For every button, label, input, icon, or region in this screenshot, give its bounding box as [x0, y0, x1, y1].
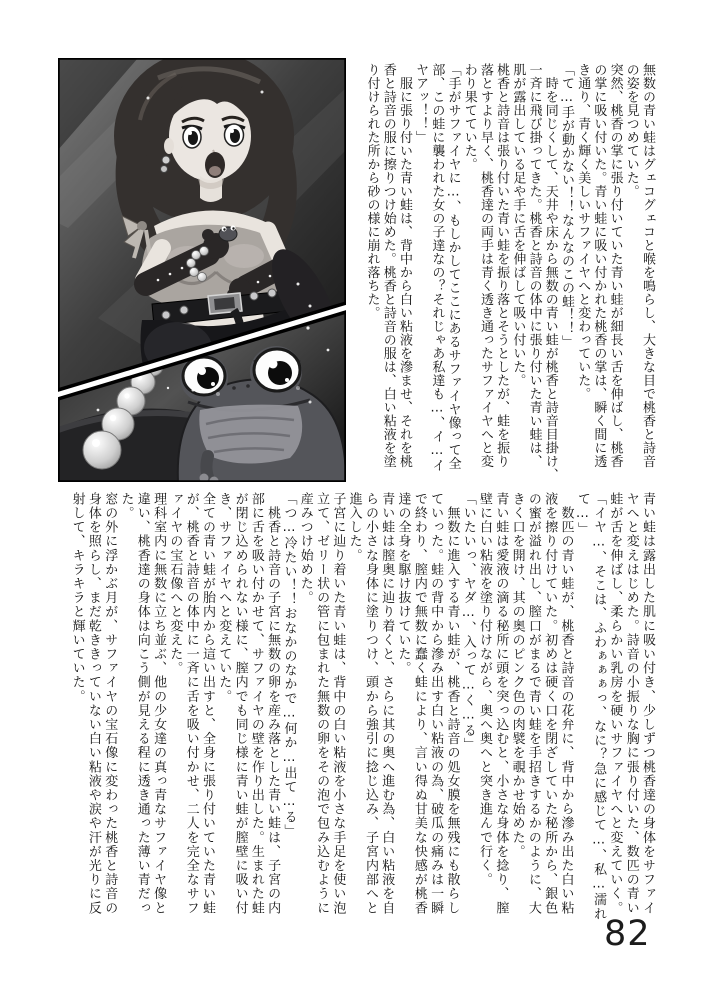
text-column: で終わり、膣内で無数に蠢く蛙により、言い得ぬ甘美な快感が桃香: [411, 492, 427, 915]
text-column: 無数の青い蛙はグェコグェコと喉を鳴らし、大きな目で桃香と詩音: [640, 63, 655, 468]
text-column: 部に舌を吸い付かせて、サファイヤの壁を作り出した。生まれた蛙: [248, 492, 264, 915]
text-column: 時を同じくして、天井や床から無数の青い蛙が桃香と詩音目掛け、: [542, 63, 558, 482]
text-column: 「て…手が動かない！！なんなのこの蛙！！」: [558, 63, 574, 349]
text-column: 突然、桃香の掌に張り付いていた青い蛙が細長い舌を伸ばし、桃香: [607, 63, 623, 468]
panel-art-svg: [58, 58, 346, 482]
text-column: 無数に進入する青い蛙が、桃香と詩音の処女膜を無残にも散らし: [444, 492, 460, 915]
text-column: 産みつけ始めた。: [297, 492, 313, 605]
text-block-bottom: [68, 492, 655, 944]
text-column: 身体を照らし、まだ乾ききっていない白い粘液や涙や汗が光りに反: [85, 492, 101, 915]
text-column: 理科室内に無数に立ち並ぶ、他の少女達の真っ青なサファイヤ像と: [151, 492, 167, 915]
text-column: 部、この蛙に襲われた女の子達なの？それじゃあ私達も…、イ…イ: [429, 63, 445, 472]
page-number: 82: [604, 914, 651, 954]
text-column: 桃香と詩音は張り付いた青い蛙を振り落とそうとしたが、蛙を振り: [494, 63, 510, 468]
text-column: きく口を開け、其の奥のピンク色の肉襞を覗かせ始めた。: [509, 492, 525, 859]
text-column: ていった。蛙の背中から滲み出す白い粘液の為、破瓜の痛みは一瞬: [428, 492, 444, 915]
text-column: 肌が露出している足や手に舌を伸ばして吸い付いた。: [510, 63, 526, 387]
text-column: 進入した。: [346, 492, 362, 563]
text-column: 香と詩音の服に擦りつけ始めた。桃香と詩音の服は、白い粘液を塗: [380, 63, 396, 468]
text-column: 青い蛙は膣奥に辿り着くと、さらに其の奥へ進む為、白い粘液を自: [379, 492, 395, 915]
text-column: ヤアッ！！」: [413, 63, 429, 144]
text-column: き、サファイヤへと変えていた。: [216, 492, 232, 704]
text-column: ァイヤの宝石像へと変えた。: [167, 492, 183, 676]
text-column: 全ての青い蛙が胎内から這い出すと、全身に張り付いていた青い蛙: [199, 492, 215, 915]
text-column: 壁に白い粘液を塗り付けながら、奥へ奥へと突き進んで行く。: [477, 492, 493, 887]
text-column: 「つ…冷たい！！おなかのなかで…何か…出て…る」: [281, 492, 297, 839]
text-column: 液を擦り付けていた。初めは硬く口を閉ざしていた秘所から、銀色: [542, 492, 558, 915]
text-column: が閉じ込められない様に、膣内でも同じ様に青い蛙が膣壁に吸い付: [232, 492, 248, 915]
text-column: 窓の外に浮かぶ月が、サファイヤの宝石像に変わった桃香と詩音の: [102, 492, 118, 915]
text-column: き通り、青く輝く美しいサファイヤへと変わっていた。: [575, 63, 591, 401]
text-column: が、桃香と詩音の体中に一斉に舌を吸い付かせ、二人を完全なサフ: [183, 492, 199, 915]
text-block-top: [363, 63, 655, 489]
text-column: 服に張り付いた青い蛙は、背中から白い粘液を滲ませ、それを桃: [396, 63, 412, 468]
text-column: 違い、桃香達の身体は向こう側が見える程に透き通った薄い青だっ: [134, 492, 150, 915]
text-column: 射して、キラキラと輝いていた。: [69, 492, 85, 704]
earring: [162, 156, 170, 164]
text-column: 青い蛙は愛液の滴る秘所に頭を突っ込むと、小さな身体を捻り、膣: [493, 492, 509, 915]
text-column: 「いたいっ、ヤダ…、入って…く…る」: [460, 492, 476, 752]
text-column: り付けられた所から砂の様に崩れ落ちた。: [364, 63, 380, 320]
text-column: 「手がサファイヤに…、もしかしてここにあるサファイヤ像って全: [445, 63, 461, 470]
text-column: 桃香と詩音の子宮に無数の卵を産み落とした青い蛙は、子宮の内: [265, 492, 281, 915]
text-column: わり果てていた。: [461, 63, 477, 171]
text-column: の蜜が溢れ出し、膣口がまるで青い蛙を手招きするかのように、大: [525, 492, 541, 915]
text-column: 落とすより早く、桃香達の両手は青く透き通ったサファイヤへと変: [477, 63, 493, 468]
text-column: ヤへと変えはじめた。詩音の小振りな胸に張り付いた、数匹の青い: [623, 492, 639, 915]
text-column: の姿を見つめていた。: [623, 63, 639, 198]
text-column: の掌に吸い付いた。青い蛙に吸い付かれた桃香の掌は、瞬く間に透: [591, 63, 607, 468]
text-column: て…」: [574, 492, 590, 537]
text-column: 「イヤ…、そこは、ふわぁぁぁっ、なに？急に感じて…、私…濡れ: [591, 492, 607, 921]
text-column: 一斉に飛び掛ってきた。桃香と詩音の体中に張り付いた青い蛙は、: [526, 63, 542, 468]
text-column: 青い蛙は露出した肌に吸い付き、少しずつ桃香達の身体をサファイ: [640, 492, 655, 915]
text-column: 数匹の青い蛙が、桃香と詩音の花弁に、背中から滲み出た白い粘: [558, 492, 574, 915]
panel-artwork: [58, 58, 346, 482]
text-column: 達の全身を駆け抜けていた。: [395, 492, 411, 676]
text-column: らの小さな身体に塗りつけ、頭から強引に捻じ込み、子宮内部へと: [362, 492, 378, 915]
text-column: 立て、ゼリー状の管に包まれた無数の卵をその泡で包み込むように: [314, 492, 330, 915]
text-column: 蛙が舌を伸ばし、柔らかい乳房を硬いサファイヤへと変えていく。: [607, 492, 623, 915]
text-column: 子宮に辿り着いた青い蛙は、背中の白い粘液を小さな手足を使い泡: [330, 492, 346, 915]
text-column: た。: [118, 492, 134, 521]
